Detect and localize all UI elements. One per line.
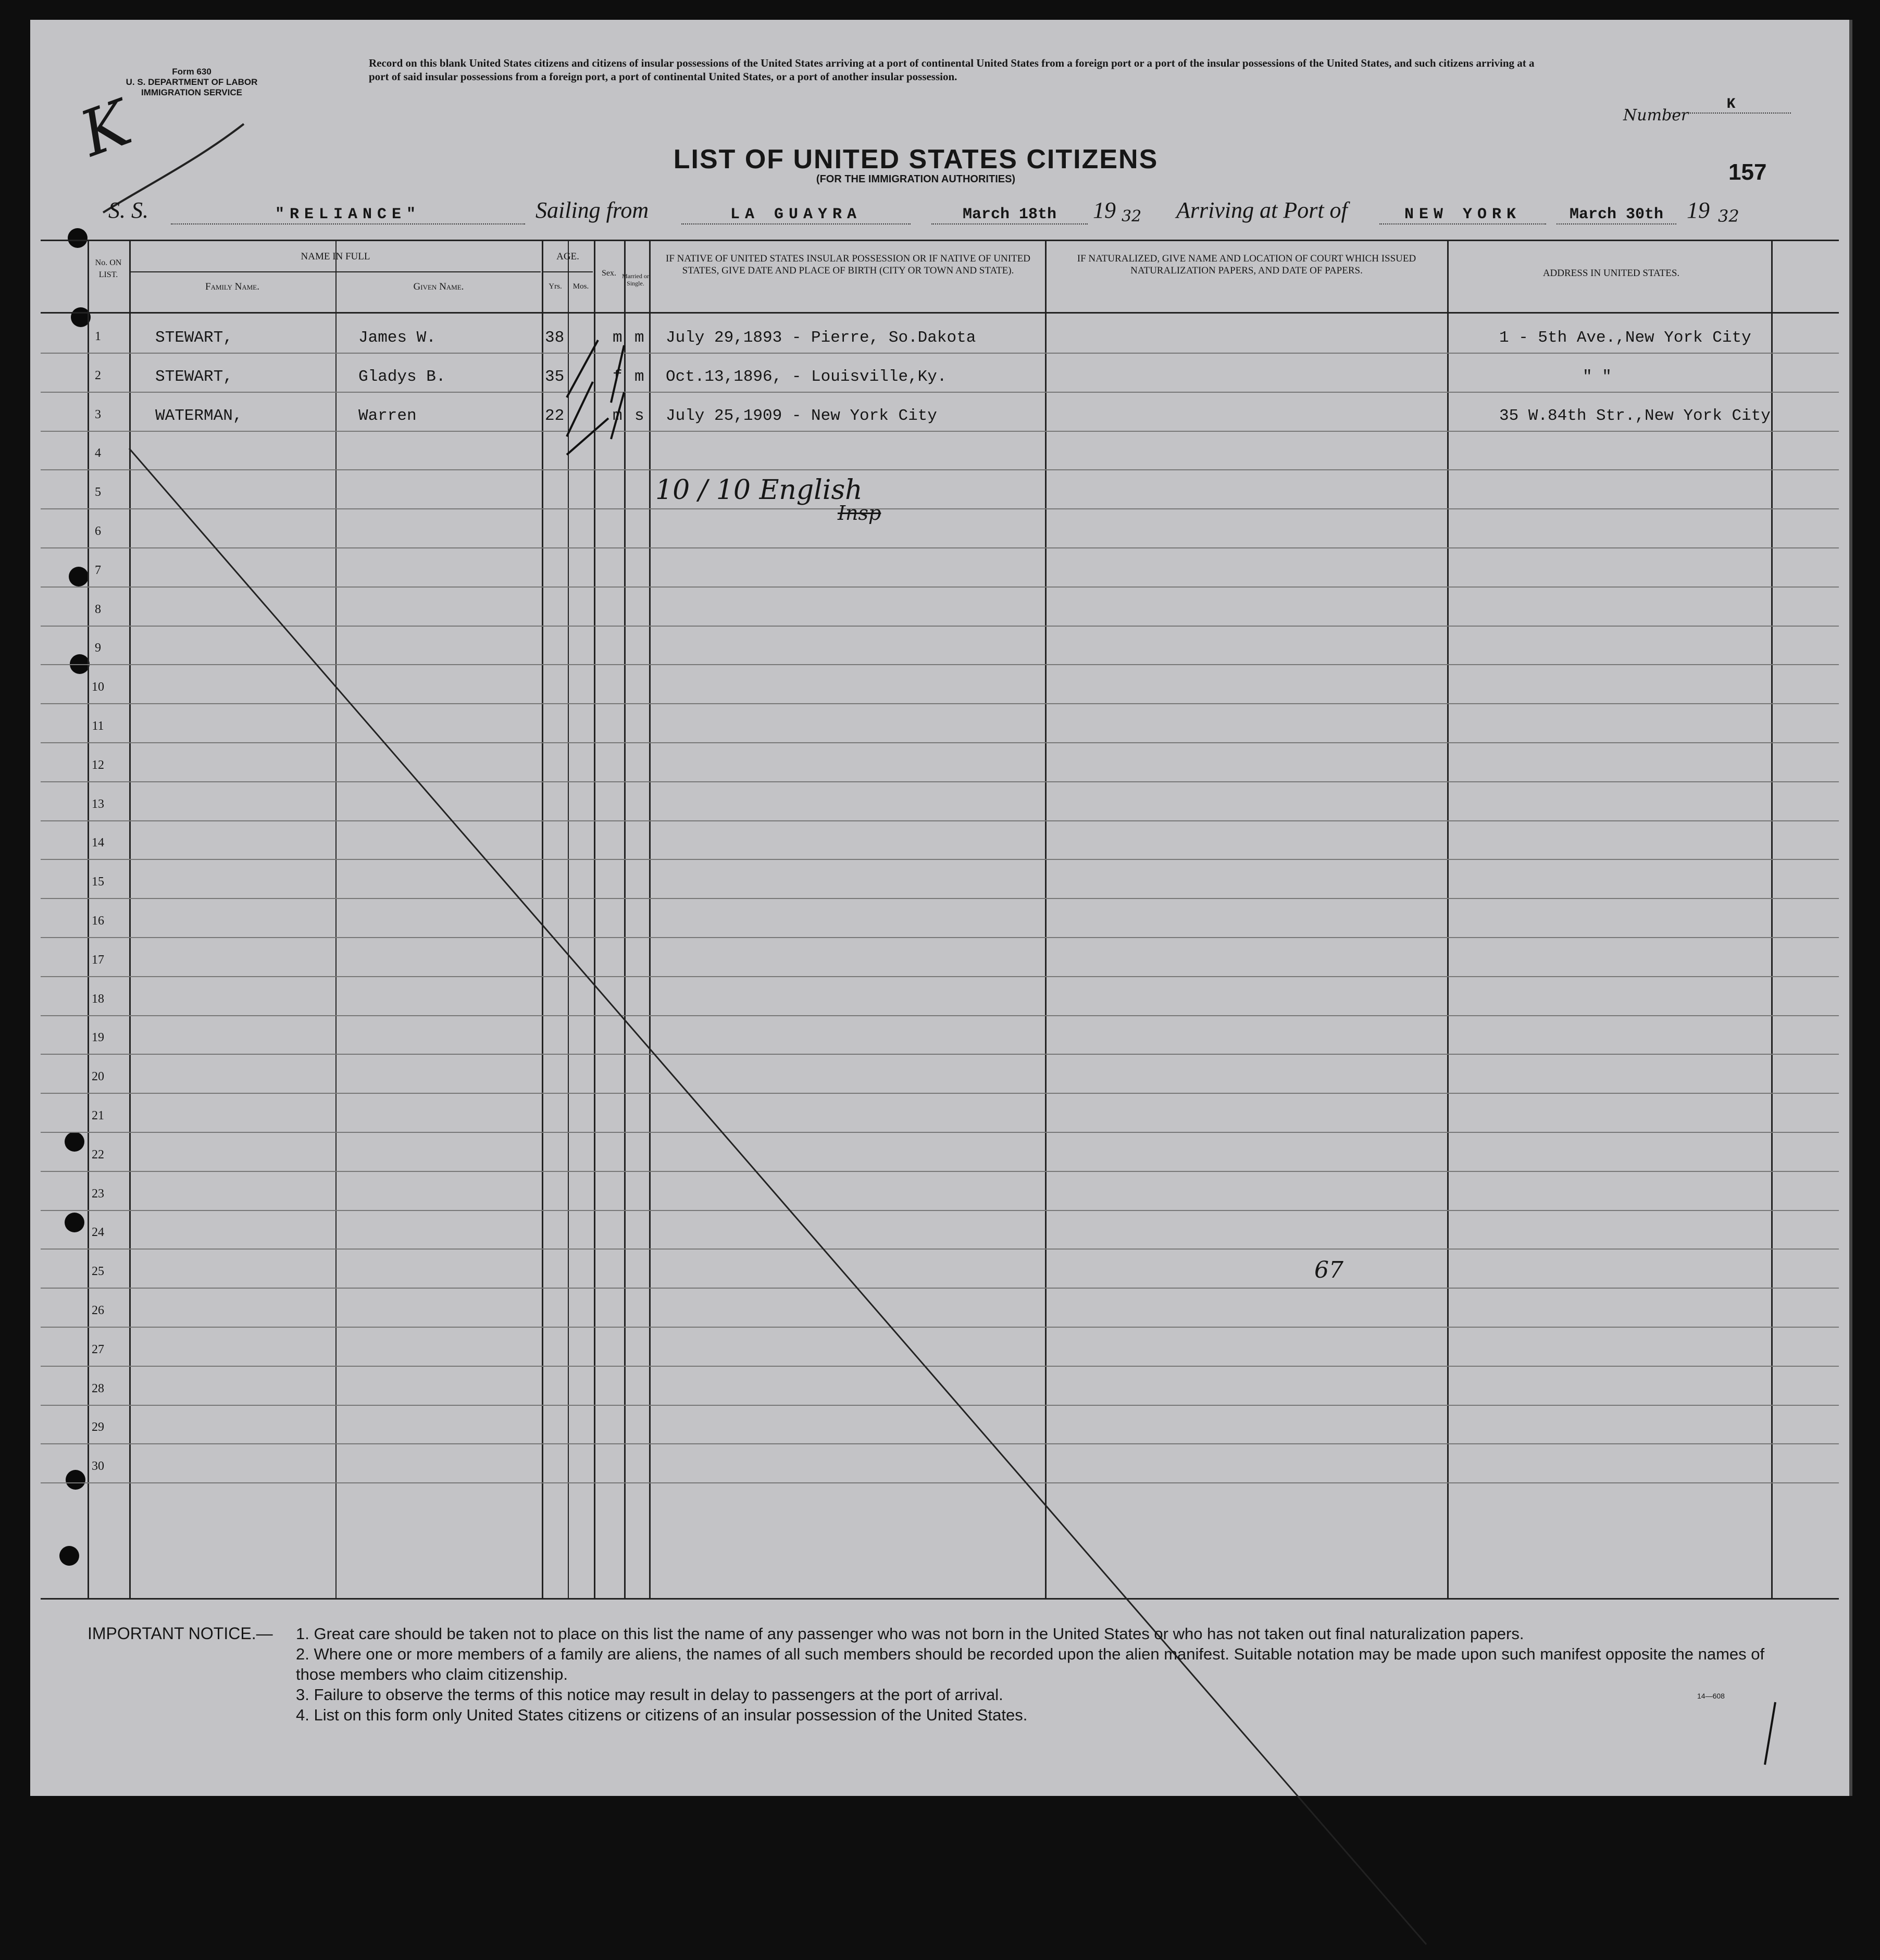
arrive-date: March 30th bbox=[1557, 206, 1676, 224]
row-number: 23 bbox=[92, 1187, 104, 1201]
cell-marital: m bbox=[634, 329, 644, 347]
row-number: 10 bbox=[92, 680, 104, 694]
notice-item-3: 3. Failure to observe the terms of this notice may result in delay to passengers at the port of arrival. bbox=[296, 1686, 1003, 1704]
department-name: U. S. DEPARTMENT OF LABOR bbox=[126, 77, 258, 87]
row-number: 27 bbox=[92, 1342, 104, 1356]
cell-sex: m bbox=[613, 329, 622, 347]
number-value: K bbox=[1671, 96, 1791, 114]
cell-address: 1 - 5th Ave.,New York City bbox=[1499, 329, 1751, 347]
ss-label: S. S. bbox=[108, 197, 148, 223]
cell-family: STEWART, bbox=[155, 367, 233, 386]
row-number: 11 bbox=[92, 719, 104, 733]
notice-item-2: 2. Where one or more members of a family are aliens, the names of all such members should be recorded upon the alien manifest. Suitable notation may be made upon such manifest opposite the names of those members who claim citizenship. bbox=[296, 1645, 1765, 1683]
cell-birth: July 25,1909 - New York City bbox=[666, 406, 937, 425]
page-subtitle: (FOR THE IMMIGRATION AUTHORITIES) bbox=[816, 173, 1016, 185]
arrive-year-prefix: 19 bbox=[1687, 197, 1710, 223]
row-number: 20 bbox=[92, 1070, 104, 1084]
row-number: 13 bbox=[92, 797, 104, 811]
row-number: 26 bbox=[92, 1304, 104, 1317]
header-address: ADDRESS IN UNITED STATES. bbox=[1542, 268, 1680, 279]
number-label: Number bbox=[1623, 106, 1689, 124]
row-number: 7 bbox=[95, 563, 101, 577]
cell-family: STEWART, bbox=[155, 329, 233, 347]
header-given-name: Given Name. bbox=[413, 281, 464, 292]
cell-birth: July 29,1893 - Pierre, So.Dakota bbox=[666, 329, 976, 347]
cell-birth: Oct.13,1896, - Louisville,Ky. bbox=[666, 367, 947, 386]
sail-year-prefix: 19 bbox=[1093, 197, 1116, 223]
row-number: 15 bbox=[92, 875, 104, 889]
notice-item-4: 4. List on this form only United States citizens or citizens of an insular possession of the United States. bbox=[296, 1706, 1028, 1724]
cell-family: WATERMAN, bbox=[155, 406, 243, 425]
handwritten-inspector-mark: Insp bbox=[838, 502, 881, 525]
row-number: 12 bbox=[92, 758, 104, 772]
row-number: 5 bbox=[95, 485, 101, 500]
handwritten-number: 67 bbox=[1314, 1257, 1343, 1283]
row-number: 28 bbox=[92, 1381, 104, 1395]
row-number: 14 bbox=[92, 836, 104, 850]
ship-name: "RELIANCE" bbox=[171, 206, 525, 224]
header-sex: Sex. bbox=[602, 269, 616, 278]
cell-sex: f bbox=[613, 367, 622, 386]
cell-given: Gladys B. bbox=[358, 367, 446, 386]
instructions-text: Record on this blank United States citizens and citizens of insular possessions of the United States arriving at a port of continental United States from a foreign port or a port of the insular possessions of the United States, and such citizens arriving at a port of said insular possessions from a foreign port, a port of continental United States, or a port of another insular possession. bbox=[369, 57, 1535, 83]
row-number: 9 bbox=[95, 641, 101, 655]
header-naturalized: IF NATURALIZED, GIVE NAME AND LOCATION OF COURT WHICH ISSUED NATURALIZATION PAPERS, AND DATE OF PAPERS. bbox=[1077, 253, 1416, 276]
row-number: 25 bbox=[92, 1265, 104, 1279]
cell-given: Warren bbox=[358, 406, 417, 425]
cell-yrs: 22 bbox=[545, 406, 565, 425]
header-marital: Married or Single. bbox=[622, 272, 649, 287]
to-port: NEW YORK bbox=[1379, 206, 1546, 224]
cell-marital: s bbox=[634, 406, 644, 425]
row-number: 19 bbox=[92, 1031, 104, 1045]
handwritten-annotation: 10 / 10 English bbox=[655, 475, 863, 506]
page-number: 157 bbox=[1728, 159, 1767, 185]
row-number: 8 bbox=[95, 602, 101, 616]
header-no: No. ON LIST. bbox=[95, 258, 122, 279]
row-number: 17 bbox=[92, 953, 104, 967]
cell-given: James W. bbox=[358, 329, 436, 347]
row-number: 3 bbox=[95, 407, 101, 421]
row-number: 21 bbox=[92, 1109, 104, 1122]
cell-marital: m bbox=[634, 367, 644, 386]
cell-address: 35 W.84th Str.,New York City bbox=[1499, 406, 1771, 425]
row-number: 24 bbox=[92, 1226, 104, 1240]
cell-address: " " bbox=[1583, 367, 1612, 386]
row-number: 16 bbox=[92, 914, 104, 928]
header-family-name: Family Name. bbox=[205, 281, 259, 292]
row-number: 1 bbox=[95, 330, 101, 343]
arrive-year: 32 bbox=[1718, 206, 1739, 226]
row-number: 30 bbox=[92, 1459, 104, 1474]
service-name: IMMIGRATION SERVICE bbox=[141, 88, 242, 97]
form-code: 14—608 bbox=[1697, 1692, 1725, 1700]
sail-year: 32 bbox=[1122, 207, 1142, 226]
arriving-label: Arriving at Port of bbox=[1176, 197, 1348, 223]
form-number: Form 630 bbox=[172, 67, 211, 77]
handwritten-margin-mark: K bbox=[71, 86, 140, 171]
handwritten-tick bbox=[1749, 1697, 1791, 1770]
sailing-label: Sailing from bbox=[536, 197, 649, 223]
form-identification bbox=[93, 67, 291, 98]
header-name-in-full: NAME IN FULL bbox=[130, 251, 541, 272]
from-port: LA GUAYRA bbox=[681, 206, 911, 224]
cell-yrs: 38 bbox=[545, 329, 565, 347]
row-number: 22 bbox=[92, 1147, 104, 1162]
row-number: 18 bbox=[92, 992, 104, 1006]
notice-item-1: 1. Great care should be taken not to place on this list the name of any passenger who was not born in the United States or who has not taken out final naturalization papers. bbox=[296, 1625, 1524, 1643]
header-mos: Mos. bbox=[572, 282, 589, 291]
cell-sex: m bbox=[613, 406, 622, 425]
page-title: LIST OF UNITED STATES CITIZENS bbox=[673, 144, 1159, 174]
sail-date: March 18th bbox=[931, 206, 1088, 224]
notice-label: IMPORTANT NOTICE.— bbox=[88, 1624, 273, 1643]
row-number: 4 bbox=[95, 446, 101, 460]
row-number: 29 bbox=[92, 1420, 104, 1434]
header-yrs: Yrs. bbox=[549, 282, 562, 291]
cell-yrs: 35 bbox=[545, 367, 565, 386]
row-number: 6 bbox=[95, 525, 101, 538]
row-number: 2 bbox=[95, 368, 101, 382]
manifest-sheet bbox=[30, 20, 1852, 1796]
header-age: AGE. bbox=[543, 251, 593, 272]
notice-items bbox=[296, 1624, 1807, 1725]
header-birth: IF NATIVE OF UNITED STATES INSULAR POSSESSION OR IF NATIVE OF UNITED STATES, GIVE DATE AND PLACE OF BIRTH (CITY OR TOWN AND STATE). bbox=[666, 253, 1030, 276]
passenger-table bbox=[41, 240, 1839, 1600]
age-checkmarks bbox=[562, 319, 634, 460]
